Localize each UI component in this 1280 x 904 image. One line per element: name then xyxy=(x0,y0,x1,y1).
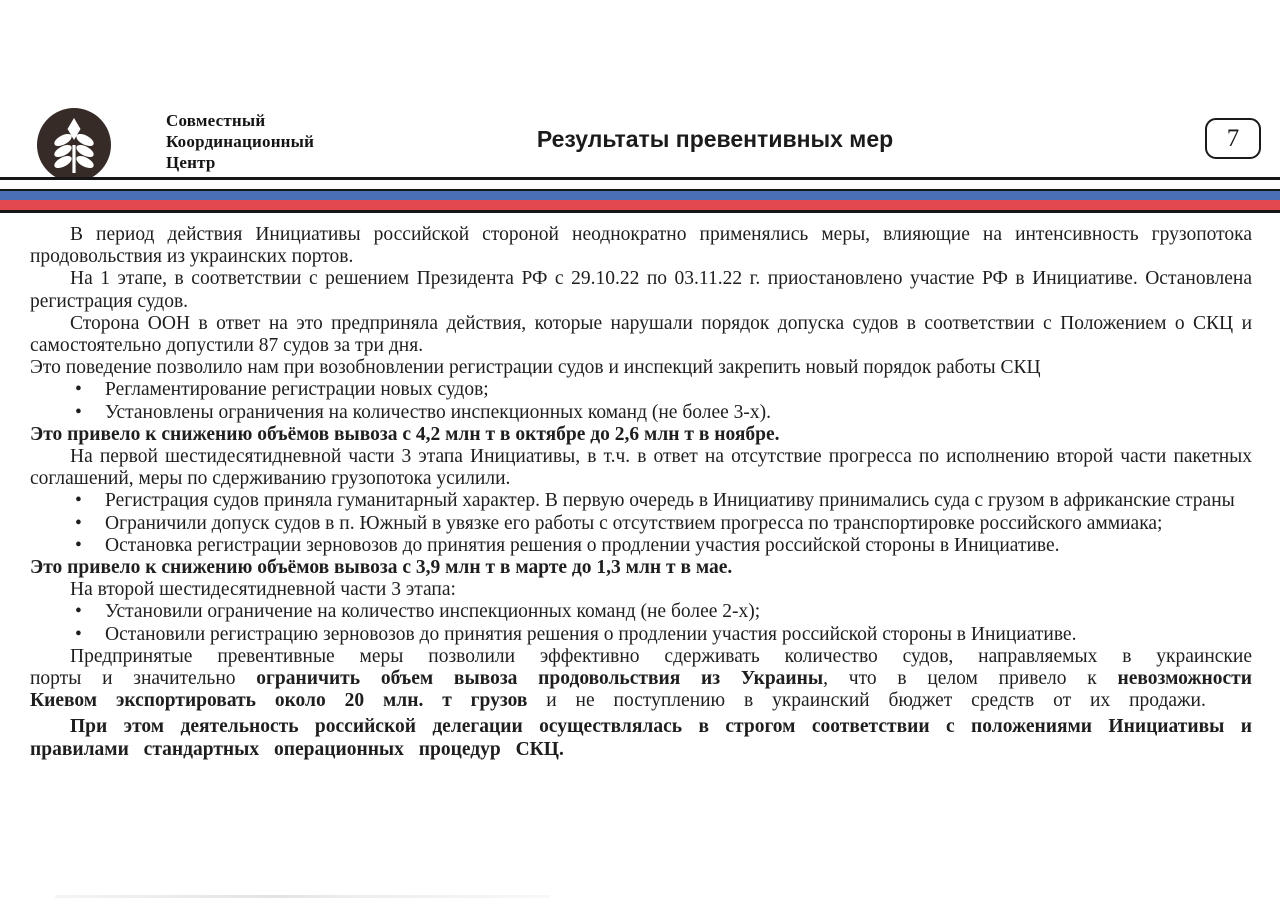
bullet-marker: • xyxy=(75,379,82,401)
flag-red-band xyxy=(0,200,1280,210)
paragraph: На первой шестидесятидневной части 3 этапа Инициативы, в т.ч. в ответ на отсутствие прогресса по исполнению второй части пакетных соглашений, меры по сдерживанию грузопотока усилили. xyxy=(30,446,1252,490)
bullet-text: Установлены ограничения на количество инспекционных команд (не более 3-х). xyxy=(105,401,772,423)
tricolor-divider xyxy=(0,177,1280,213)
bullet-item xyxy=(30,490,1252,512)
bullet-text: Остановили регистрацию зерновозов до принятия решения о продлении участия российской стороны в Инициативе. xyxy=(105,623,1077,645)
paragraph-segment: , что в целом привело к xyxy=(823,668,1118,690)
bullet-item xyxy=(30,535,1252,557)
bullet-item xyxy=(30,624,1252,646)
bullet-item xyxy=(30,379,1252,401)
bullet-marker: • xyxy=(75,534,82,556)
organization-name-line: Центр xyxy=(166,153,216,172)
paragraph-bold-segment: ограничить объем вывоза продовольствия из Украины xyxy=(256,668,824,690)
divider-line xyxy=(0,210,1280,213)
flag-white-band xyxy=(0,180,1280,190)
paragraph: В период действия Инициативы российской стороной неоднократно применялись меры, влияющие на интенсивность грузопотока продовольствия из украинских портов. xyxy=(30,224,1252,268)
paragraph-segment: Предпринятые превентивные меры позволили эффективно сдерживать количество судов, направляемых в украинские порты и значительно xyxy=(30,645,1252,690)
wheat-ear-logo-icon xyxy=(36,107,112,183)
page-number: 7 xyxy=(1226,124,1240,152)
scan-artifact xyxy=(55,895,550,898)
organization-name-line: Координационный xyxy=(166,132,315,151)
paragraph-segment: и не поступлению в украинский бюджет средств от их продажи. xyxy=(527,690,1206,712)
bullet-marker: • xyxy=(75,490,82,512)
bullet-text: Регистрация судов приняла гуманитарный характер. В первую очередь в Инициативу принимались суда с грузом в африканские страны xyxy=(105,490,1235,512)
bullet-text: Ограничили допуск судов в п. Южный в увязке его работы с отсутствием прогресса по транспортировке российского аммиака; xyxy=(105,512,1163,534)
paragraph: На 1 этапе, в соответствии с решением Президента РФ с 29.10.22 по 03.11.22 г. приостановлено участие РФ в Инициативе. Остановлена регистрация судов. xyxy=(30,268,1252,312)
bullet-text: Регламентирование регистрации новых судов; xyxy=(105,379,489,401)
paragraph: На второй шестидесятидневной части 3 этапа: xyxy=(70,579,456,601)
bullet-item xyxy=(30,402,1252,424)
bullet-text: Остановка регистрации зерновозов до принятия решения о продлении участия российской стороны в Инициативе. xyxy=(105,534,1060,556)
bullet-marker: • xyxy=(75,601,82,623)
bullet-marker: • xyxy=(75,623,82,645)
bullet-item xyxy=(30,513,1252,535)
paragraph: Это привело к снижению объёмов вывоза с 4,2 млн т в октябре до 2,6 млн т в ноябре. xyxy=(30,423,780,445)
organization-name-line: Совместный xyxy=(166,111,266,130)
paragraph: Сторона ООН в ответ на это предприняла действия, которые нарушали порядок допуска судов в соответствии с Положением о СКЦ и самостоятельно допустили 87 судов за три дня. xyxy=(30,312,1252,357)
document-body xyxy=(30,224,1252,761)
page-number-badge xyxy=(1205,118,1261,159)
bullet-item xyxy=(30,601,1252,623)
flag-blue-band xyxy=(0,191,1280,200)
paragraph xyxy=(30,716,1252,760)
bullet-marker: • xyxy=(75,512,82,534)
paragraph: Это поведение позволило нам при возобновлении регистрации судов и инспекций закрепить новый порядок работы СКЦ xyxy=(30,357,1041,379)
page-title: Результаты превентивных мер xyxy=(536,126,894,152)
paragraph: Это привело к снижению объёмов вывоза с 3,9 млн т в марте до 1,3 млн т в мае. xyxy=(30,557,733,579)
paragraph xyxy=(30,646,1252,713)
paragraph-bold-segment: При этом деятельность российской делегации осуществлялась в строгом соответствии с положениями Инициативы и правилами стандартных операционных процедур СКЦ. xyxy=(30,716,1252,760)
bullet-text: Установили ограничение на количество инспекционных команд (не более 2-х); xyxy=(105,601,761,623)
paragraph-bold-segment: невозможности Киевом экспортировать около 20 млн. т грузов xyxy=(30,668,1252,712)
bullet-marker: • xyxy=(75,401,82,423)
